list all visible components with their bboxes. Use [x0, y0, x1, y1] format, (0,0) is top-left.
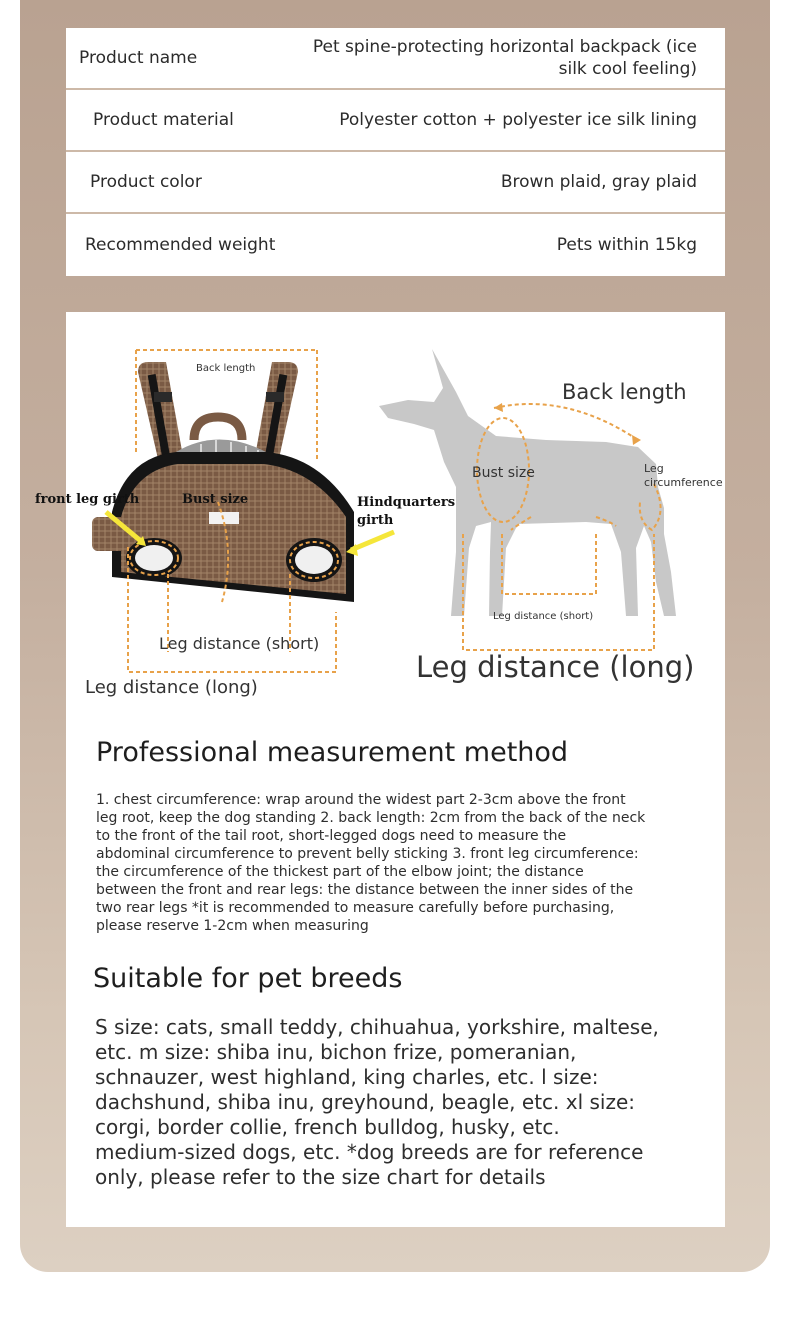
- spec-key: Product name: [79, 48, 198, 68]
- spec-value: [313, 36, 697, 80]
- measurement-line: please reserve 1-2cm when measuring: [96, 918, 369, 934]
- measurement-line: leg root, keep the dog standing 2. back length: 2cm from the back of the neck: [96, 810, 646, 826]
- breeds-line: dachshund, shiba inu, greyhound, beagle, etc. xl size:: [95, 1090, 636, 1114]
- backpack-leg-distance-long-label: Leg distance (long): [85, 677, 258, 698]
- breeds-line: S size: cats, small teddy, chihuahua, yorkshire, maltese,: [95, 1015, 659, 1039]
- dog-leg-circ-label-1: Leg: [644, 462, 664, 475]
- backpack-back-length-label: Back length: [196, 363, 256, 374]
- breeds-title: Suitable for pet breeds: [93, 963, 403, 994]
- bust-size-label: Bust size: [182, 492, 249, 507]
- backpack-leg-distance-short-label: Leg distance (short): [159, 634, 320, 653]
- breeds-line: medium-sized dogs, etc. *dog breeds are for reference: [95, 1140, 644, 1164]
- measurement-line: 1. chest circumference: wrap around the widest part 2-3cm above the front: [96, 792, 626, 808]
- dog-leg-distance-short-label: Leg distance (short): [493, 611, 594, 622]
- spec-value: Pets within 15kg: [556, 235, 697, 255]
- spec-row-weight: [66, 214, 725, 276]
- spec-value-line: silk cool feeling): [558, 59, 697, 79]
- measurement-line: to the front of the tail root, short-legged dogs need to measure the: [96, 828, 567, 844]
- breeds-text: [95, 1015, 659, 1190]
- front-leg-girth-label: front leg girth: [35, 492, 140, 507]
- backpack-image: [92, 350, 394, 672]
- hindquarters-girth-label-2: girth: [357, 513, 394, 528]
- breeds-line: schnauzer, west highland, king charles, etc. l size:: [95, 1065, 599, 1089]
- dog-leg-circ-label-2: circumference: [644, 476, 723, 489]
- dog-bust-size-label: Bust size: [472, 465, 535, 481]
- spec-table: [66, 28, 725, 276]
- measurement-line: between the front and rear legs: the distance between the inner sides of the: [96, 882, 634, 898]
- measurement-line: abdominal circumference to prevent belly sticking 3. front leg circumference:: [96, 846, 639, 862]
- hindquarters-girth-label-1: Hindquarters: [357, 495, 456, 510]
- breeds-line: only, please refer to the size chart for details: [95, 1165, 546, 1189]
- spec-value: Brown plaid, gray plaid: [500, 172, 697, 192]
- breeds-line: etc. m size: shiba inu, bichon frize, pomeranian,: [95, 1040, 577, 1064]
- spec-row-name: [66, 28, 725, 90]
- spec-value-line: Pet spine-protecting horizontal backpack (ice: [312, 37, 697, 57]
- measurement-text: [96, 791, 645, 935]
- spec-key: Product color: [90, 172, 202, 192]
- spec-row-material: [66, 90, 725, 152]
- spec-key: Product material: [93, 110, 234, 130]
- dog-back-length-label: Back length: [562, 380, 687, 404]
- spec-row-color: [66, 152, 725, 214]
- breeds-line: corgi, border collie, french bulldog, husky, etc.: [95, 1115, 560, 1139]
- dog-leg-distance-long-label: Leg distance (long): [416, 650, 695, 684]
- measurement-line: two rear legs *it is recommended to measure carefully before purchasing,: [96, 900, 615, 916]
- measurement-title: Professional measurement method: [96, 737, 569, 768]
- measurement-panel: [35, 312, 725, 1227]
- spec-key: Recommended weight: [85, 235, 276, 255]
- spec-value: Polyester cotton + polyester ice silk lining: [339, 110, 697, 130]
- measurement-line: the circumference of the thickest part of the elbow joint; the distance: [96, 864, 584, 880]
